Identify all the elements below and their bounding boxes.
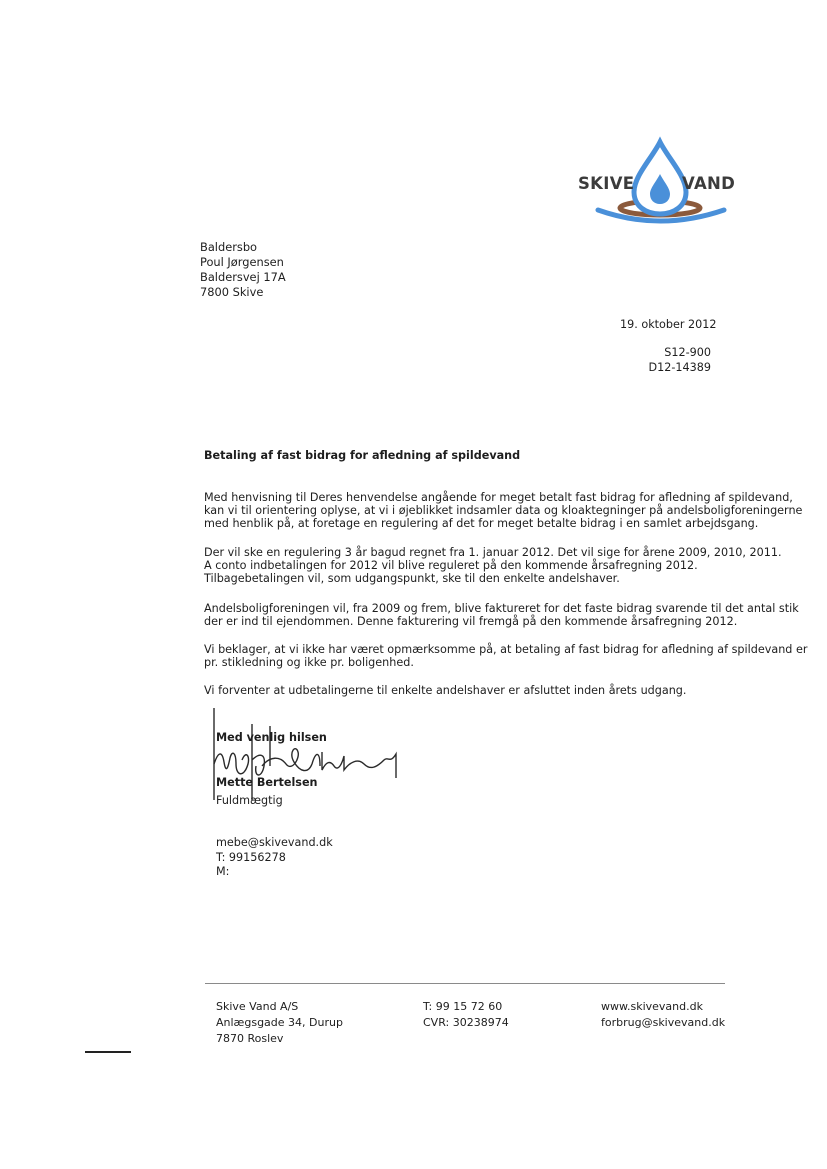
- contact-phone: T: 99156278: [216, 850, 286, 864]
- reference-line: S12-900: [664, 346, 711, 359]
- closing-greeting: Med venlig hilsen: [216, 731, 327, 744]
- footer-line: forbrug@skivevand.dk: [601, 1016, 726, 1029]
- contact-info: [216, 836, 333, 880]
- recipient-line: Baldersvej 17A: [200, 270, 286, 284]
- footer-line: Skive Vand A/S: [216, 1000, 299, 1013]
- footer-line: T: 99 15 72 60: [423, 1000, 503, 1013]
- body-paragraph: [204, 602, 799, 628]
- footer-line: Anlægsgade 34, Durup: [216, 1016, 343, 1029]
- recipient-line: Poul Jørgensen: [200, 255, 284, 269]
- contact-email: mebe@skivevand.dk: [216, 836, 333, 849]
- body-paragraph: [204, 546, 782, 586]
- footer-divider: [205, 983, 725, 984]
- letter-date: 19. oktober 2012: [620, 318, 717, 331]
- paragraph-line: der er ind til ejendommen. Denne fakturering vil fremgå på den kommende årsafregning 2012.: [204, 615, 738, 629]
- letter-subject: Betaling af fast bidrag for afledning af spildevand: [204, 449, 521, 462]
- logo-word-left: SKIVE: [578, 174, 635, 193]
- paragraph-line: Der vil ske en regulering 3 år bagud regnet fra 1. januar 2012. Det vil sige for årene 2009, 2010, 2011.: [204, 546, 782, 559]
- footer-line: www.skivevand.dk: [601, 1000, 703, 1013]
- signer-name: Mette Bertelsen: [216, 776, 318, 789]
- footer-address: [216, 999, 343, 1047]
- footer-web: [601, 999, 725, 1031]
- footer-line: 7870 Roslev: [216, 1032, 284, 1045]
- page-edge-mark: [85, 1051, 131, 1053]
- paragraph-line: Tilbagebetalingen vil, som udgangspunkt, ske til den enkelte andelshaver.: [204, 572, 620, 586]
- paragraph-line: Vi forventer at udbetalingerne til enkelte andelshaver er afsluttet inden årets udgang.: [204, 684, 687, 697]
- recipient-address: [200, 240, 286, 300]
- recipient-line: Baldersbo: [200, 240, 258, 254]
- body-paragraph: [204, 491, 802, 531]
- recipient-line: 7800 Skive: [200, 285, 264, 299]
- contact-mobile: M:: [216, 865, 230, 878]
- footer-line: CVR: 30238974: [423, 1016, 509, 1029]
- company-logo: [578, 136, 742, 232]
- paragraph-line: Andelsboligforeningen vil, fra 2009 og frem, blive faktureret for det faste bidrag svarende til det antal stik: [204, 602, 799, 615]
- signer-role: Fuldmægtig: [216, 794, 283, 807]
- paragraph-line: med henblik på, at foretage en regulering af det for meget betalte bidrag i en samlet arbejdsgang.: [204, 517, 759, 531]
- handwritten-signature: [200, 704, 410, 804]
- paragraph-line: pr. stikledning og ikke pr. boligenhed.: [204, 656, 414, 670]
- footer-phone-cvr: [423, 999, 509, 1031]
- paragraph-line: Med henvisning til Deres henvendelse angående for meget betalt fast bidrag for afledning af spildevand,: [204, 491, 793, 504]
- paragraph-line: Vi beklager, at vi ikke har været opmærksomme på, at betaling af fast bidrag for afledning af spildevand er: [204, 643, 808, 656]
- body-paragraph: [204, 684, 686, 697]
- reference-line: D12-14389: [648, 360, 711, 374]
- body-paragraph: [204, 643, 807, 669]
- logo-word-right: VAND: [682, 174, 736, 193]
- paragraph-line: A conto indbetalingen for 2012 vil blive reguleret på den kommende årsafregning 2012.: [204, 559, 698, 573]
- paragraph-line: kan vi til orientering oplyse, at vi i øjeblikket indsamler data og kloaktegninger på andelsboligforeningerne: [204, 504, 803, 518]
- reference-numbers: [637, 346, 711, 375]
